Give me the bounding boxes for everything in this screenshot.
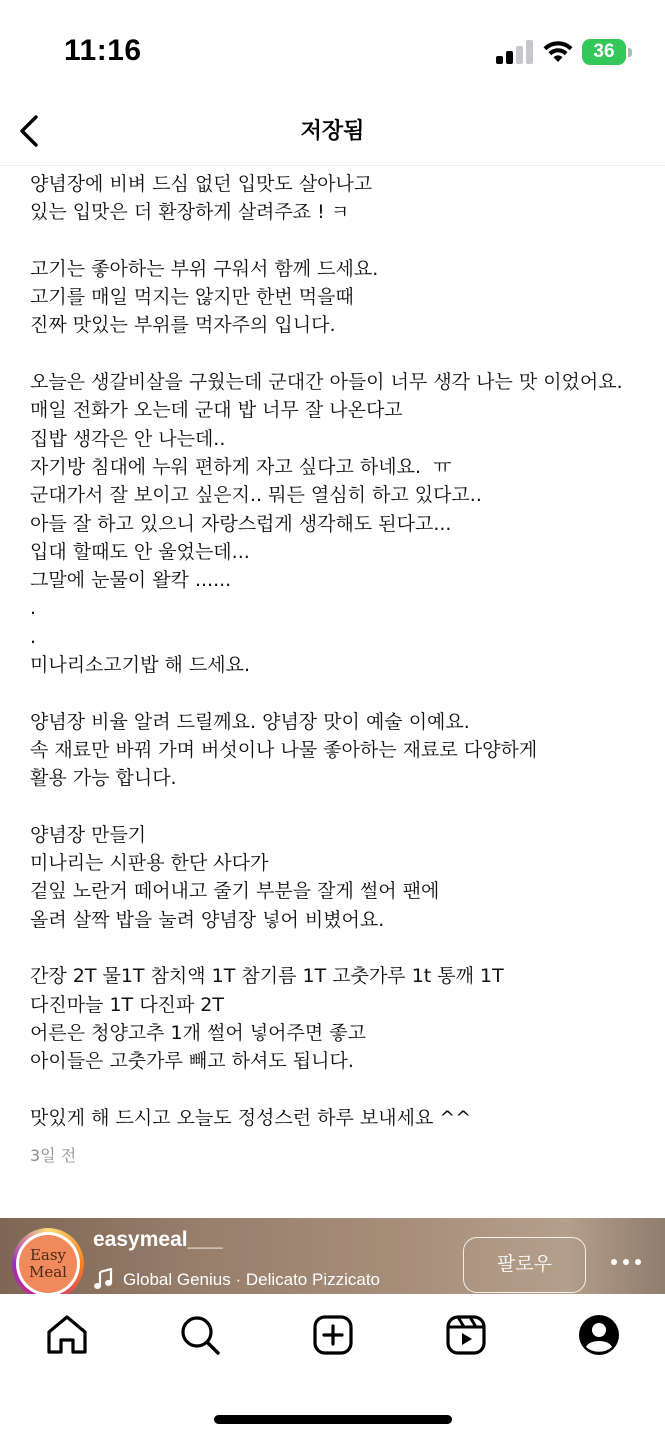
battery-level: 36 [593,41,615,62]
tab-reels[interactable] [443,1312,489,1358]
caption-line: 오늘은 생갈비살을 구웠는데 군대간 아들이 너무 생각 나는 맛 이었어요. [30,371,623,394]
caption-line [30,340,650,368]
caption-line: 속 재료만 바꿔 가며 버섯이나 나물 좋아하는 재료로 다양하게 [30,738,538,761]
caption-line: 아이들은 고춧가루 빼고 하셔도 됩니다. [30,1050,354,1073]
avatar[interactable] [12,1228,84,1294]
caption-line [30,679,650,707]
home-indicator[interactable] [214,1415,452,1424]
caption-line: 자기방 침대에 누워 편하게 자고 싶다고 하네요. ㅠ [30,455,452,478]
caption-line: 다진마늘 1T 다진파 2T [30,993,224,1016]
tab-create[interactable] [310,1312,356,1358]
signal-icon [496,40,534,64]
caption-line: 있는 입맛은 더 환장하게 살려주죠 ! ㅋ [30,201,350,224]
tab-search[interactable] [177,1312,223,1358]
caption-line: 미나리소고기밥 해 드세요. [30,654,251,677]
caption-line [30,934,650,962]
caption-line: 간장 2T 물1T 참치액 1T 참기름 1T 고춧가루 1t 통깨 1T [30,965,504,988]
caption-line: 어른은 청양고추 1개 썰어 넣어주면 좋고 [30,1021,366,1044]
music-note-icon [93,1268,113,1290]
follow-button[interactable]: 팔로우 [463,1237,586,1293]
reel-author-bar [0,1218,665,1294]
caption-line: 올려 살짝 밥을 눌려 양념장 넣어 비볐어요. [30,908,385,931]
profile-icon [576,1312,622,1358]
avatar-logo: Easy Meal [19,1235,77,1293]
caption-line: 고기는 좋아하는 부위 구워서 함께 드세요. [30,257,379,280]
status-time: 11:16 [64,34,142,67]
status-bar [0,0,665,100]
caption-line: 진짜 맛있는 부위를 먹자주의 입니다. [30,314,336,337]
music-track[interactable]: Global Genius · Delicato Pizzicato [123,1270,381,1289]
home-icon [44,1312,90,1358]
caption-line: 미나리는 시판용 한단 사다가 [30,852,269,875]
page-title: 저장됨 [300,119,365,144]
reels-icon [443,1312,489,1358]
caption-line [30,227,650,255]
caption-line: 아들 잘 하고 있으니 자랑스럽게 생각해도 된다고... [30,512,452,535]
caption-line: 맛있게 해 드시고 오늘도 정성스런 하루 보내세요 ^^ [30,1106,472,1129]
caption-line: 겉잎 노란거 떼어내고 줄기 부분을 잘게 썰어 팬에 [30,880,440,903]
post-caption [30,170,650,1132]
tab-home[interactable] [44,1312,90,1358]
caption-line: . [30,597,37,620]
caption-line: 양념장 만들기 [30,823,147,846]
caption-line [30,793,650,821]
battery-icon [582,39,632,65]
nav-header [0,100,665,166]
create-icon [310,1312,356,1358]
caption-line: . [30,625,37,648]
caption-line: 그말에 눈물이 왈칵 ...... [30,569,232,592]
caption-line: 집밥 생각은 안 나는데.. [30,427,226,450]
caption-line: 양념장 비율 알려 드릴께요. 양념장 맛이 예술 이예요. [30,710,470,733]
caption-line: 고기를 매일 먹지는 않지만 한번 먹을때 [30,286,354,309]
caption-line: 군대가서 잘 보이고 싶은지.. 뭐든 열심히 하고 있다고.. [30,484,482,507]
caption-line: 매일 전화가 오는데 군대 밥 너무 잘 나온다고 [30,399,403,422]
caption-line: 활용 가능 합니다. [30,767,177,790]
more-horizontal-icon[interactable] [608,1252,644,1272]
caption-line: 입대 할때도 안 울었는데... [30,540,250,563]
search-icon [177,1312,223,1358]
caption-line [30,1076,650,1104]
post-timestamp: 3일 전 [30,1146,77,1165]
caption-line: 양념장에 비벼 드심 없던 입맛도 살아나고 [30,173,373,195]
wifi-icon [542,38,574,64]
author-username[interactable]: easymeal___ [93,1228,223,1251]
tab-profile[interactable] [576,1312,622,1358]
